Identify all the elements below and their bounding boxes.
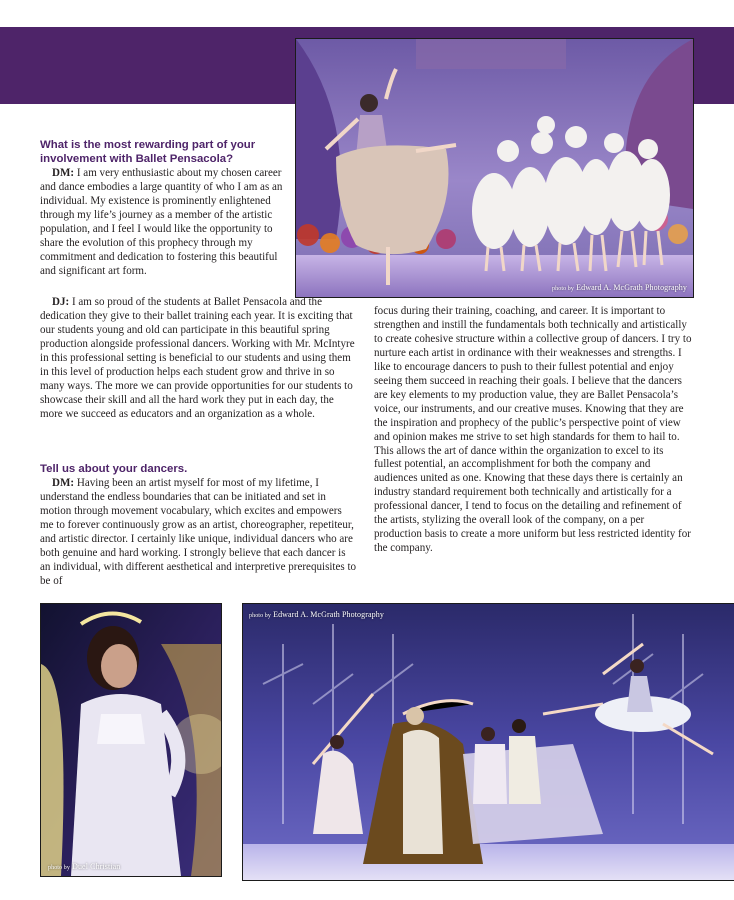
answer-dj-rewarding: DJ: I am so proud of the students at Ballet Pensacola and the dedication they give to their ballet training each year. It is exciting that our students young and old can participate in this beautiful spring production alongside professional dancers. Working with Mr. McIntyre in this professional setting is beneficial to our students and using them in this level of production helps each student grow and thrive in so many ways. The more we can provide opportunities for our students to showcase their skill and all the hard work they put in each day, the more we succeed as educators and an organization as a whole. (40, 296, 355, 420)
photo-credit-bottom-left: photo by Duel Christian (48, 862, 121, 871)
answer-dm-dancers-continued: focus during their training, coaching, and career. It is important to strengthen and instill the fundamentals both technically and artistically to create cohesive structure within a collective group of dancers. I try to nurture each artist in ordinance with their weaknesses and strengths. I like to encourage dancers to push to their fullest potential and enjoy seeing them succeed in reaching their goals. I believe that the dancers are key elements to my production value, they are Ballet Pensacola’s voice, our instruments, and our creative muses. Knowing that they are the inspiration and prophecy of the public’s perspective point of view and opinion makes me strive to set high standards for them to hail to. This allows the art of dance within the organization to excel to its fullest potential, an accomplishment for both the company and audiences united as one. Knowing that these days there is certainly an industry standard requirement both technically and artistically for a professional dancer, I tend to focus on the detailing and refinement of the artists, stylizing the overall look of the company, on a per production basis to create a more uniform but less restricted identity for the company. (374, 305, 692, 555)
answer-dm-dancers: DM: Having been an artist myself for most of my lifetime, I understand the endless boundaries that can be initiated and set in motion through movement vocabulary, which excites and empowers me to forever continuously grow as an artist, choreographer, repetiteur, and artistic director. I certainly like unique, individual dancers who are both genuine and hard working. I strongly believe that each dancer is an individual, with different aesthetical and interpretive prerequisites to be of (40, 477, 357, 587)
child-dancer-scene (41, 604, 221, 876)
photo-bottom-left-child-dancer (40, 603, 222, 877)
stage-scene-top (296, 39, 693, 297)
section-heading-dancers: Tell us about your dancers. (40, 463, 188, 475)
photo-credit-top: photo by Edward A. McGrath Photography (552, 283, 687, 292)
photo-credit-bottom-right: photo by Edward A. McGrath Photography (249, 610, 384, 619)
snow-scene (243, 604, 734, 880)
photo-bottom-right-snow-scene (242, 603, 734, 881)
section-heading-rewarding: What is the most rewarding part of your involvement with Ballet Pensacola? (40, 139, 256, 165)
photo-top-sheep-dancers (295, 38, 694, 298)
answer-dm-rewarding: DM: I am very enthusiastic about my chosen career and dance embodies a large quantity of who I am as an individual. My existence is prominently enlightened through my life’s journey as a member of the artistic population, and I feel I would like the opportunity to share the evolution of this prophecy through my commitment and dedication to fostering this beautiful and significant art form. (40, 167, 283, 277)
